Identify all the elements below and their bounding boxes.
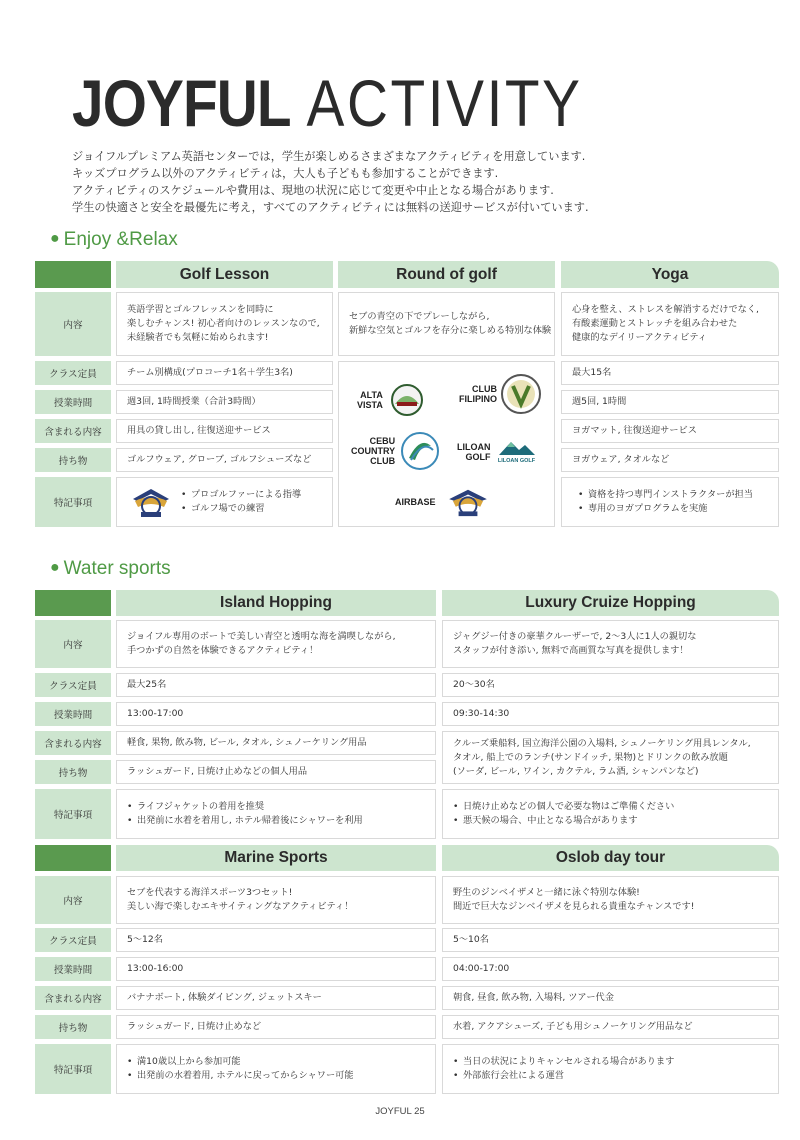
note-item: • ライフジャケットの着用を推奨 [127, 800, 363, 814]
club-filipino-badge-icon [499, 372, 543, 416]
label-time: 授業時間 [35, 957, 111, 981]
label-time: 授業時間 [35, 702, 111, 726]
note-item: • 満10歳以上から参加可能 [127, 1055, 354, 1069]
section-enjoy-relax [50, 229, 178, 251]
club-filipino-logo [459, 372, 543, 416]
golf-included: 用具の貸し出し, 往復送迎サービス [116, 419, 333, 443]
oslob-included: 朝食, 昼食, 飲み物, 入場料, ツアー代金 [442, 986, 779, 1010]
alta-vista-badge-icon [387, 380, 427, 420]
intro-line: 学生の快適さと安全を最優先に考え，すべてのアクティビティには無料の送迎サービスが付いています. [72, 201, 589, 214]
round-content [338, 292, 555, 356]
section-title: Water sports [63, 558, 171, 579]
title-bold: JOYFUL [72, 66, 291, 140]
table-corner-tab [35, 590, 111, 616]
marine-notes [116, 1044, 436, 1094]
note-item: • 専用のヨガプログラムを実施 [578, 502, 753, 516]
marine-content [116, 876, 436, 924]
text-line: (ソーダ, ビール, ワイン, カクテル, ラム酒, シャンパンなど) [453, 765, 699, 777]
label-content: 内容 [35, 876, 111, 924]
oslob-bring: 水着, アクアシューズ, 子ども用シュノーケリング用品など [442, 1015, 779, 1039]
logo-text: GOLF [465, 451, 491, 462]
header-yoga: Yoga [561, 261, 779, 288]
logo-text: CLUB [370, 456, 396, 466]
text-line: 新鮮な空気とゴルフを存分に楽しめる特別な体験 [349, 325, 552, 336]
island-notes [116, 789, 436, 839]
logo-text: ALTA [360, 390, 383, 400]
bullet-icon: ● [50, 230, 60, 247]
yoga-bring: ヨガウェア, タオルなど [561, 448, 779, 472]
marine-included: バナナボート, 体験ダイビング, ジェットスキー [116, 986, 436, 1010]
bullet-icon: ● [50, 559, 60, 576]
label-capacity: クラス定員 [35, 928, 111, 952]
yoga-time: 週5回, 1時間 [561, 390, 779, 414]
cruize-content [442, 620, 779, 668]
text-line: 有酸素運動とストレッチを組み合わせた [572, 318, 738, 329]
text-line: クルーズ乗船料, 国立海洋公園の入場料, シュノーケリング用具レンタル, [453, 737, 751, 749]
mactan-golf-logo-icon [440, 486, 496, 518]
logo-text: VISTA [357, 400, 383, 410]
cruize-notes [442, 789, 779, 839]
text-line: 英語学習とゴルフレッスンを同時に [127, 304, 274, 315]
note-item: • 悪天候の場合、中止となる場合があります [453, 814, 674, 828]
logo-text: LILOAN [457, 441, 491, 452]
text-line: 健康的なデイリーアクティビティ [572, 332, 707, 343]
text-line: 手つかずの自然を体験できるアクティビティ！ [127, 645, 319, 656]
note-item: • 日焼け止めなどの個人で必要な物はご準備ください [453, 800, 674, 814]
table-corner-tab [35, 261, 111, 288]
island-content [116, 620, 436, 668]
logo-text: AIRBASE [395, 497, 436, 507]
section-water-sports [50, 558, 171, 580]
oslob-time: 04:00-17:00 [442, 957, 779, 981]
label-included: 含まれる内容 [35, 419, 111, 443]
liloan-golf-logo [457, 438, 537, 465]
page-footer: JOYFUL 25 [375, 1106, 425, 1117]
intro-text [72, 148, 772, 216]
cebu-country-club-logo [351, 430, 441, 472]
logo-text: FILIPINO [459, 394, 497, 404]
logo-text: COUNTRY [351, 446, 396, 456]
header-oslob-day-tour: Oslob day tour [442, 845, 779, 871]
page-title [72, 68, 583, 138]
island-bring: ラッシュガード, 日焼け止めなどの個人用品 [116, 760, 436, 784]
oslob-capacity: 5～10名 [442, 928, 779, 952]
label-bring: 持ち物 [35, 1015, 111, 1039]
note-item: • ゴルフ場での練習 [181, 502, 301, 516]
text-line: セブを代表する海洋スポーツ3つセット! [127, 887, 293, 898]
label-content: 内容 [35, 292, 111, 356]
table-corner-tab [35, 845, 111, 871]
label-bring: 持ち物 [35, 760, 111, 784]
airbase-logo [395, 486, 496, 518]
marine-time: 13:00-16:00 [116, 957, 436, 981]
yoga-capacity: 最大15名 [561, 361, 779, 385]
text-line: タオル, 船上でのランチ(サンドイッチ, 果物)とドリンクの飲み放題 [453, 751, 728, 763]
logo-text: CEBU [369, 436, 396, 446]
text-line: 心身を整え、ストレスを解消するだけでなく, [572, 304, 759, 315]
golf-time: 週3回, 1時間授業（合計3時間） [116, 390, 333, 414]
yoga-notes [561, 477, 779, 527]
section-title: Enjoy &Relax [63, 229, 178, 250]
golf-bring: ゴルフウェア, グローブ, ゴルフシューズなど [116, 448, 333, 472]
note-item: • プロゴルファーによる指導 [181, 488, 301, 502]
header-marine-sports: Marine Sports [116, 845, 436, 871]
liloan-mark [497, 438, 537, 465]
text-line: 楽しむチャンス! 初心者向けのレッスンなので, [127, 318, 320, 329]
logo-text: CLUB [472, 384, 497, 394]
alta-vista-logo [357, 380, 427, 420]
text-line: ジョイフル専用のボートで美しい青空と透明な海を満喫しながら, [127, 631, 396, 642]
golf-capacity: チーム別構成(プロコーチ1名＋学生3名) [116, 361, 333, 385]
label-capacity: クラス定員 [35, 361, 111, 385]
header-round-of-golf: Round of golf [338, 261, 555, 288]
label-notes: 特記事項 [35, 1044, 111, 1094]
cruize-included [442, 731, 779, 784]
golf-content [116, 292, 333, 356]
header-luxury-cruize: Luxury Cruize Hopping [442, 590, 779, 616]
text-line: 未経験者でも気軽に始められます! [127, 332, 269, 343]
yoga-included: ヨガマット, 往復送迎サービス [561, 419, 779, 443]
label-content: 内容 [35, 620, 111, 668]
mactan-golf-logo-icon [131, 485, 171, 519]
marine-bring: ラッシュガード, 日焼け止めなど [116, 1015, 436, 1039]
text-line: 野生のジンベイザメと一緒に泳ぐ特別な体験! [453, 887, 640, 898]
cruize-capacity: 20～30名 [442, 673, 779, 697]
label-included: 含まれる内容 [35, 986, 111, 1010]
logo-text: LILOAN GOLF [497, 458, 536, 464]
island-capacity: 最大25名 [116, 673, 436, 697]
marine-capacity: 5～12名 [116, 928, 436, 952]
island-included: 軽食, 果物, 飲み物, ビール, タオル, シュノーケリング用品 [116, 731, 436, 755]
text-line: ジャグジー付きの豪華クルーザーで, 2～3人に1人の親切な [453, 631, 697, 642]
golf-notes [116, 477, 333, 527]
intro-line: キッズプログラム以外のアクティビティは，大人も子どもも参加することができます. [72, 167, 499, 180]
yoga-content [561, 292, 779, 356]
note-item: • 資格を持つ専門インストラクターが担当 [578, 488, 753, 502]
label-notes: 特記事項 [35, 789, 111, 839]
header-golf-lesson: Golf Lesson [116, 261, 333, 288]
label-notes: 特記事項 [35, 477, 111, 527]
oslob-content [442, 876, 779, 924]
cebu-country-club-badge-icon [399, 430, 441, 472]
mountain-icon [497, 438, 537, 456]
label-capacity: クラス定員 [35, 673, 111, 697]
label-time: 授業時間 [35, 390, 111, 414]
oslob-notes [442, 1044, 779, 1094]
note-item: • 外部旅行会社による運営 [453, 1069, 674, 1083]
island-time: 13:00-17:00 [116, 702, 436, 726]
label-bring: 持ち物 [35, 448, 111, 472]
text-line: セブの青空の下でプレーしながら, [349, 311, 490, 322]
title-light: ACTIVITY [306, 66, 583, 140]
round-clubs-panel [338, 361, 555, 527]
text-line: スタッフが付き添い, 無料で高画質な写真を提供します！ [453, 645, 689, 656]
text-line: 間近で巨大なジンベイザメを見られる貴重なチャンスです! [453, 901, 695, 912]
cruize-time: 09:30-14:30 [442, 702, 779, 726]
intro-line: ジョイフルプレミアム英語センターでは，学生が楽しめるさまざまなアクティビティを用意しています. [72, 150, 586, 163]
note-item: • 出発前の水着着用, ホテルに戻ってからシャワー可能 [127, 1069, 354, 1083]
intro-line: アクティビティのスケジュールや費用は、現地の状況に応じて変更や中止となる場合があります. [72, 184, 554, 197]
label-included: 含まれる内容 [35, 731, 111, 755]
note-item: • 当日の状況によりキャンセルされる場合があります [453, 1055, 674, 1069]
text-line: 美しい海で楽しむエキサイティングなアクティビティ！ [127, 901, 354, 912]
header-island-hopping: Island Hopping [116, 590, 436, 616]
note-item: • 出発前に水着を着用し, ホテル帰着後にシャワーを利用 [127, 814, 363, 828]
